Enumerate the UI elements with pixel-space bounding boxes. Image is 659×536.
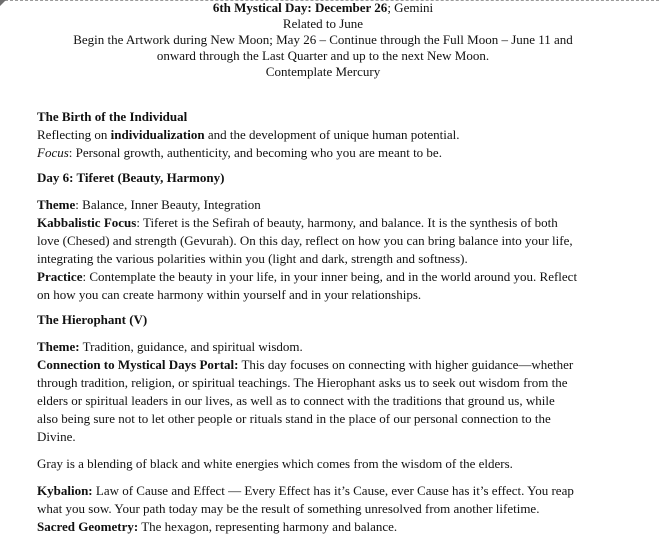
kabbalistic-text-3: integrating the various polarities within you (light and dark, strength and softness).: [37, 251, 468, 266]
connection-label: Connection to Mystical Days Portal:: [37, 357, 239, 372]
connection-text-3: elders or spiritual leaders in our lives, as well as to connect with the traditions that ground us, while: [37, 393, 555, 408]
day-title: 6th Mystical Day: December 26: [212, 0, 388, 15]
connection-text-2: through tradition, religion, or spiritual teachings. The Hierophant asks us to seek out wisdom from the: [37, 375, 568, 390]
hierophant-connection: [37, 356, 649, 374]
contemplate-planet: Contemplate Mercury: [265, 64, 381, 79]
sacred-geometry: [37, 518, 649, 536]
kabbalistic-text-1: : Tiferet is the Sefirah of beauty, harmony, and balance. It is the synthesis of both: [136, 215, 558, 230]
focus-label: Focus: [37, 145, 69, 160]
sacred-geometry-label: Sacred Geometry:: [37, 519, 139, 534]
document-body: [37, 108, 649, 536]
day-sign: ; Gemini: [387, 0, 434, 15]
tiferet-kabbalistic-focus: [37, 214, 649, 232]
kybalion-text-1: Law of Cause and Effect — Every Effect has it’s Cause, ever Cause has it’s effect. You reap: [92, 483, 574, 498]
connection-text-4: also being sure not to let other people or rituals stand in the place of our personal connection to the: [37, 411, 551, 426]
related-month: Related to June: [282, 16, 364, 31]
document-header: [0, 0, 646, 80]
section-heading: Day 6: Tiferet (Beauty, Harmony): [37, 170, 225, 185]
tiferet-theme: [37, 196, 649, 214]
birth-reflection: [37, 126, 649, 144]
theme-label: Theme:: [37, 339, 80, 354]
theme-label: Theme: [37, 197, 76, 212]
practice-label: Practice: [37, 269, 83, 284]
section-birth-of-individual: [37, 108, 649, 162]
sacred-geometry-text: The hexagon, representing harmony and balance.: [138, 519, 398, 534]
day-title-line: [0, 0, 646, 16]
section-kybalion: [37, 482, 649, 518]
kabbalistic-text-2: love (Chesed) and strength (Gevurah). On this day, reflect on how you can bring balance into your life,: [37, 233, 573, 248]
theme-text: : Balance, Inner Beauty, Integration: [75, 197, 261, 212]
theme-text: Tradition, guidance, and spiritual wisdom.: [79, 339, 303, 354]
connection-text-1: This day focuses on connecting with higher guidance—whether: [238, 357, 574, 372]
birth-reflection-post: and the development of unique human potential.: [204, 127, 460, 142]
artwork-instructions-line-1: Begin the Artwork during New Moon; May 26 – Continue through the Full Moon – June 11 and: [73, 32, 573, 47]
section-heading: The Hierophant (V): [37, 312, 148, 327]
section-hierophant: [37, 311, 649, 446]
kybalion-text-2: what you sow. Your path today may be the result of something unresolved from another lifetime.: [37, 501, 540, 516]
section-tiferet: [37, 169, 649, 304]
kabbalistic-label: Kabbalistic Focus: [37, 215, 137, 230]
tiferet-practice: [37, 268, 649, 286]
practice-text-2: on how you can create harmony within yourself and in your relationships.: [37, 287, 422, 302]
birth-reflection-pre: Reflecting on: [37, 127, 111, 142]
gray-paragraph: Gray is a blending of black and white energies which comes from the wisdom of the elders.: [37, 456, 513, 471]
birth-reflection-keyword: individualization: [110, 127, 205, 142]
section-heading: The Birth of the Individual: [37, 109, 188, 124]
practice-text-1: : Contemplate the beauty in your life, in your inner being, and in the world around you. Reflect: [82, 269, 578, 284]
connection-text-5: Divine.: [37, 429, 76, 444]
kybalion-label: Kybalion:: [37, 483, 93, 498]
artwork-instructions-line-2: onward through the Last Quarter and up to the next New Moon.: [156, 48, 490, 63]
hierophant-theme: [37, 338, 649, 356]
focus-text: : Personal growth, authenticity, and becoming who you are meant to be.: [68, 145, 442, 160]
birth-focus: [37, 144, 649, 162]
